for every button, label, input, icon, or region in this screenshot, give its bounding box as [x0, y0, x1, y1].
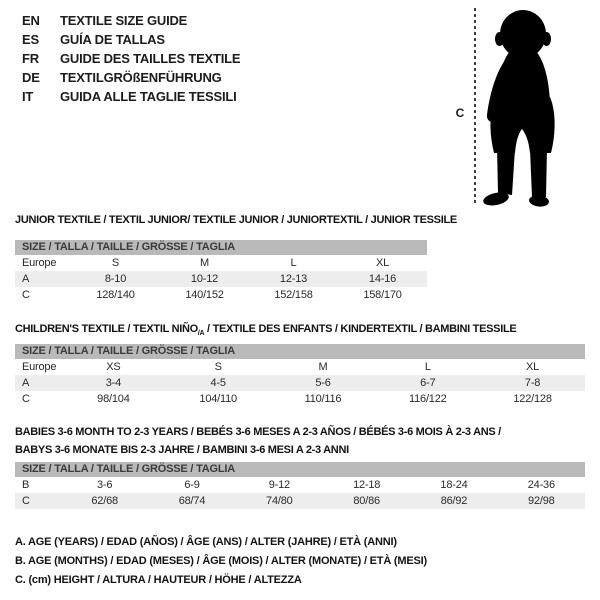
lang-title: GUIDE DES TAILLES TEXTILE — [60, 51, 241, 66]
cell: 12-18 — [353, 479, 381, 491]
row-label: Europe — [22, 361, 57, 373]
junior-section-title: JUNIOR TEXTILE / TEXTIL JUNIOR/ TEXTILE JUNIOR / JUNIORTEXTIL / JUNIOR TESSILE — [15, 214, 457, 226]
cell: 86/92 — [440, 495, 468, 507]
cell: 62/68 — [91, 495, 118, 507]
lang-title: TEXTILE SIZE GUIDE — [60, 13, 188, 28]
table-row — [15, 255, 427, 271]
size-header-row: SIZE / TALLA / TAILLE / GRÖSSE / TAGLIA — [15, 344, 585, 359]
cell: 7-8 — [524, 377, 541, 389]
lang-code: FR — [22, 51, 39, 66]
height-measure-line — [474, 8, 476, 206]
height-marker-label: C — [455, 106, 465, 120]
babies-size-table — [15, 462, 585, 509]
footnote-b: B. AGE (MONTHS) / EDAD (MESES) / ÂGE (MOIS) / ALTER (MONATE) / ETÀ (MESI) — [15, 555, 427, 567]
cell: L — [290, 257, 297, 269]
lang-row-fr — [22, 49, 240, 68]
cell: 3-4 — [105, 377, 122, 389]
cell: 110/116 — [304, 393, 342, 405]
row-label: C — [22, 393, 30, 405]
table-row — [15, 477, 585, 493]
cell: 24-36 — [527, 479, 555, 491]
footnote-c: C. (cm) HEIGHT / ALTURA / HAUTEUR / HÖHE / ALTEZZA — [15, 574, 302, 586]
table-row — [15, 271, 427, 287]
cell: 12-13 — [279, 273, 308, 285]
cell: 140/152 — [185, 289, 224, 301]
cell: 68/74 — [178, 495, 206, 507]
cell: 104/110 — [199, 393, 237, 405]
babies-title-line2: BABYS 3-6 MONATE BIS 2-3 JAHRE / BAMBINI 3-6 MESI A 2-3 ANNI — [15, 444, 349, 456]
table-row — [15, 391, 585, 407]
row-label: B — [22, 479, 30, 491]
cell: 6-9 — [184, 479, 200, 491]
cell: 92/98 — [528, 495, 555, 507]
table-row — [15, 493, 585, 509]
cell: 116/122 — [409, 393, 447, 405]
row-label: A — [22, 377, 30, 389]
lang-row-es — [22, 30, 240, 49]
cell: 6-7 — [420, 377, 436, 389]
lang-title: GUÍA DE TALLAS — [60, 32, 165, 47]
cell: XS — [106, 361, 121, 373]
cell: XL — [375, 257, 390, 269]
babies-section-title — [15, 423, 501, 459]
cell: 18-24 — [440, 479, 468, 491]
cell: 152/158 — [274, 289, 313, 301]
cell: 4-5 — [210, 377, 226, 389]
junior-size-table — [15, 240, 427, 303]
cell: 98/104 — [97, 393, 130, 405]
lang-code: DE — [22, 70, 40, 85]
lang-code: ES — [22, 32, 39, 47]
lang-row-de — [22, 68, 240, 87]
cell: 122/128 — [513, 393, 552, 405]
row-label: C — [22, 495, 30, 507]
cell: 5-6 — [315, 377, 331, 389]
row-label: A — [22, 273, 30, 285]
children-size-table — [15, 344, 585, 407]
cell: 74/80 — [266, 495, 293, 507]
cell: 3-6 — [97, 479, 113, 491]
lang-row-en — [22, 11, 240, 30]
cell: 80/86 — [353, 495, 380, 507]
table-row — [15, 287, 427, 303]
cell: M — [200, 257, 209, 269]
cell: M — [318, 361, 328, 373]
children-title-post: / TEXTILE DES ENFANTS / KINDERTEXTIL / BAMBINI TESSILE — [204, 323, 517, 335]
children-section-title — [15, 323, 516, 337]
cell: 158/170 — [363, 289, 402, 301]
cell: L — [424, 361, 431, 373]
cell: 9-12 — [268, 479, 290, 491]
language-title-list — [22, 11, 240, 106]
cell: S — [111, 257, 120, 269]
cell: 128/140 — [96, 289, 135, 301]
row-label: Europe — [22, 257, 57, 269]
babies-title-line1: BABIES 3-6 MONTH TO 2-3 YEARS / BEBÉS 3-6 MESES A 2-3 AÑOS / BÉBÉS 3-6 MOIS À 2-3 ANS / — [15, 426, 501, 438]
cell: 8-10 — [104, 273, 127, 285]
lang-title: TEXTILGRÖßENFÜHRUNG — [60, 70, 222, 85]
row-label: C — [22, 289, 30, 301]
children-title-sub: /A — [197, 330, 205, 338]
lang-code: EN — [22, 13, 40, 28]
cell: 14-16 — [368, 273, 397, 285]
children-title-pre: CHILDREN'S TEXTILE / TEXTIL NIÑO — [15, 323, 198, 335]
cell: 10-12 — [190, 273, 219, 285]
cell: XL — [526, 361, 540, 373]
table-row — [15, 375, 585, 391]
cell: S — [214, 361, 222, 373]
baby-silhouette-icon — [482, 9, 574, 208]
lang-code: IT — [22, 89, 34, 104]
size-header-row: SIZE / TALLA / TAILLE / GRÖSSE / TAGLIA — [15, 462, 585, 477]
table-row — [15, 359, 585, 375]
lang-row-it — [22, 87, 240, 106]
legend-footnotes — [15, 533, 427, 590]
lang-title: GUIDA ALLE TAGLIE TESSILI — [60, 89, 237, 104]
footnote-a: A. AGE (YEARS) / EDAD (AÑOS) / ÂGE (ANS) / ALTER (JAHRE) / ETÀ (ANNI) — [15, 536, 397, 548]
size-header-row: SIZE / TALLA / TAILLE / GRÖSSE / TAGLIA — [15, 240, 427, 255]
